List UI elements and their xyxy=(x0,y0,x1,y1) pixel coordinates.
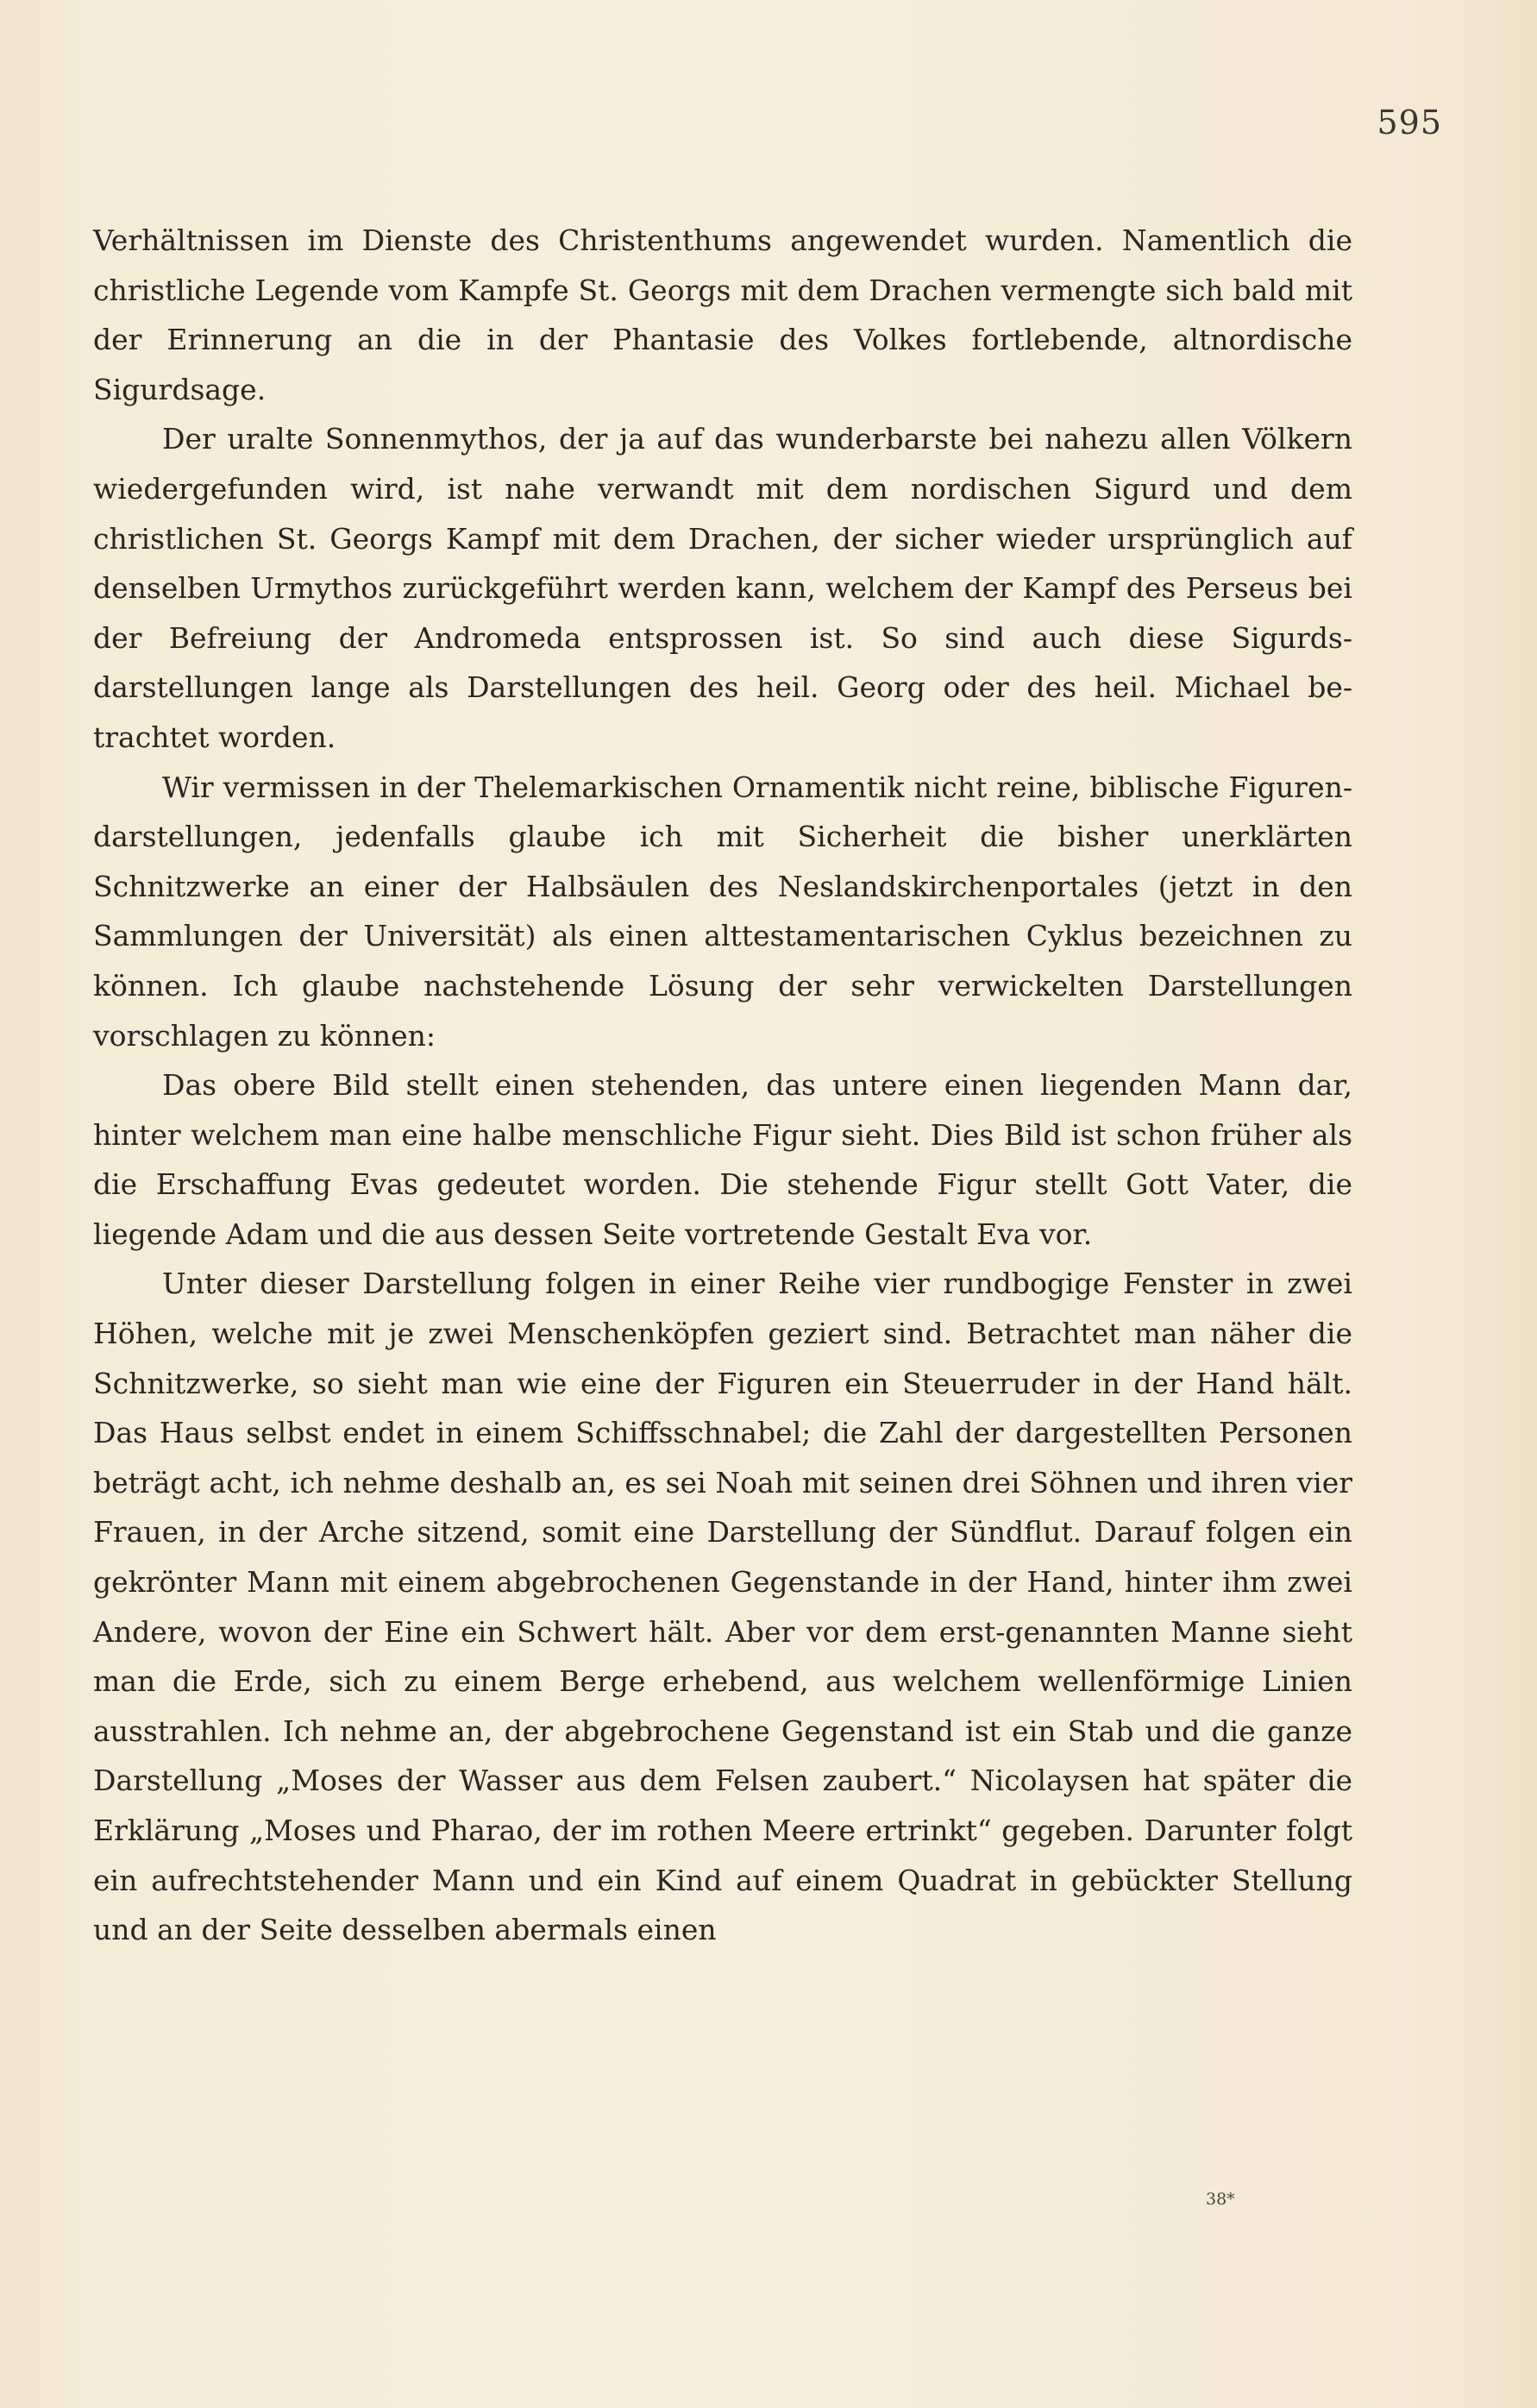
paragraph: Verhältnissen im Dienste des Christenthums angewendet wurden. Namentlich die christliche Legende vom Kampfe St. Georgs mit dem Drachen vermengte sich bald mit der Erinnerung an die in der Phantasie des Volkes fortlebende, altnordische Sigurdsage. xyxy=(93,223,1352,406)
page-number: 595 xyxy=(1377,104,1442,141)
paragraph: Der uralte Sonnenmythos, der ja auf das wunderbarste bei nahezu allen Völkern wiedergefunden wird, ist nahe verwandt mit dem nordischen Sigurd und dem christlichen St. Georgs Kampf mit dem Drachen, der sicher wieder ursprünglich auf denselben Urmythos zurückgeführt werden kann, welchem der Kampf des Perseus bei der Befreiung der Andromeda entsprossen ist. So sind auch diese Sigurds-darstellungen lange als Darstellungen des heil. Georg oder des heil. Michael be-trachtet worden. xyxy=(93,422,1352,754)
paragraph: Das obere Bild stellt einen stehenden, das untere einen liegenden Mann dar, hinter welchem man eine halbe menschliche Figur sieht. Dies Bild ist schon früher als die Erschaffung Evas gedeutet worden. Die stehende Figur stellt Gott Vater, die liegende Adam und die aus dessen Seite vortretende Gestalt Eva vor. xyxy=(93,1068,1352,1251)
printer-signature-mark: 38* xyxy=(1206,2190,1235,2209)
body-text xyxy=(93,216,1352,1955)
paragraph: Unter dieser Darstellung folgen in einer Reihe vier rundbogige Fenster in zwei Höhen, welche mit je zwei Menschenköpfen geziert sind. Betrachtet man näher die Schnitzwerke, so sieht man wie eine der Figuren ein Steuerruder in der Hand hält. Das Haus selbst endet in einem Schiffsschnabel; die Zahl der dargestellten Personen beträgt acht, ich nehme deshalb an, es sei Noah mit seinen drei Söhnen und ihren vier Frauen, in der Arche sitzend, somit eine Darstellung der Sündflut. Darauf folgen ein gekrönter Mann mit einem abgebrochenen Gegenstande in der Hand, hinter ihm zwei Andere, wovon der Eine ein Schwert hält. Aber vor dem erst-genannten Manne sieht man die Erde, sich zu einem Berge erhebend, aus welchem wellenförmige Linien ausstrahlen. Ich nehme an, der abgebrochene Gegenstand ist ein Stab und die ganze Darstellung „Moses der Wasser aus dem Felsen zaubert.“ Nicolaysen hat später die Erklärung „Moses und Pharao, der im rothen Meere ertrinkt“ gegeben. Darunter folgt ein aufrechtstehender Mann und ein Kind auf einem Quadrat in gebückter Stellung und an der Seite desselben abermals einen xyxy=(93,1267,1352,1947)
paragraph: Wir vermissen in der Thelemarkischen Ornamentik nicht reine, biblische Figuren-darstellungen, jedenfalls glaube ich mit Sicherheit die bisher unerklärten Schnitzwerke an einer der Halbsäulen des Neslandskirchenportales (jetzt in den Sammlungen der Universität) als einen alttestamentarischen Cyklus bezeichnen zu können. Ich glaube nachstehende Lösung der sehr verwickelten Darstellungen vorschlagen zu können: xyxy=(93,770,1352,1053)
